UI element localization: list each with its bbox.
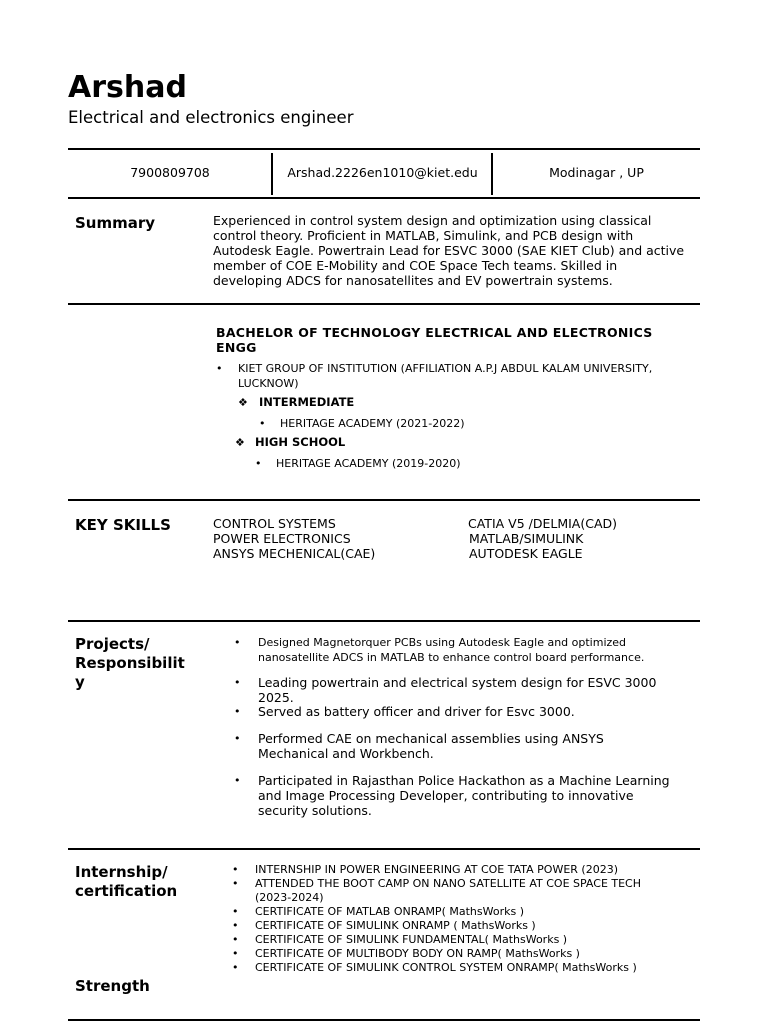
internship-list [255,863,641,975]
bullet: • [232,905,239,918]
project-item: Participated in Rajasthan Police Hackathon as a Machine Learning and Image Processing Developer, contributing to innovative security solutions. [258,773,670,818]
candidate-name: Arshad [68,70,187,105]
project-item: Performed CAE on mechanical assemblies using ANSYS Mechanical and Workbench. [258,731,604,761]
internship-item: INTERNSHIP IN POWER ENGINEERING AT COE TATA POWER (2023) [255,863,619,876]
divider [68,303,700,305]
skill-item: ANSYS MECHENICAL(CAE) [213,546,376,561]
intermediate-label: INTERMEDIATE [259,395,355,409]
skills-left-column [213,516,375,561]
certificate-item: CERTIFICATE OF SIMULINK CONTROL SYSTEM ONRAMP( MathsWorks ) [255,961,637,974]
divider [68,620,700,622]
high-school-school: HERITAGE ACADEMY (2019-2020) [276,457,461,470]
project-item: Served as battery officer and driver for Esvc 3000. [258,704,575,719]
project-item: Designed Magnetorquer PCBs using Autodesk Eagle and optimized nanosatellite ADCS in MATLAB to enhance control board performance. [258,636,645,664]
skills-right-column [468,516,617,561]
certificate-item: CERTIFICATE OF MATLAB ONRAMP( MathsWorks ) [255,905,524,918]
skill-item: CATIA V5 /DELMIA(CAD) [468,516,618,531]
bullet: • [232,947,239,960]
divider [68,197,700,199]
contact-email: Arshad.2226en1010@kiet.edu [287,165,478,180]
bullet: • [232,919,239,932]
degree-title: BACHELOR OF TECHNOLOGY ELECTRICAL AND ELECTRONICS ENGG [216,325,653,355]
internship-bullets [232,863,239,975]
divider [68,499,700,501]
intermediate-school: HERITAGE ACADEMY (2021-2022) [280,417,465,430]
bullet: • [255,457,262,470]
bullet: • [234,732,241,745]
bullet: • [232,961,239,974]
summary-heading: Summary [75,214,156,232]
internship-item: (2023-2024) [255,891,324,904]
internship-heading: Internship/ certification [75,863,178,900]
skill-item: CONTROL SYSTEMS [213,516,336,531]
diamond-bullet-icon: ❖ [238,396,248,409]
strength-heading: Strength [75,977,150,995]
bullet: • [234,774,241,787]
contact-location: Modinagar , UP [549,165,644,180]
diamond-bullet-icon: ❖ [235,436,245,449]
internship-item: ATTENDED THE BOOT CAMP ON NANO SATELLITE AT COE SPACE TECH [255,877,642,890]
bullet: • [232,863,239,876]
certificate-item: CERTIFICATE OF SIMULINK ONRAMP ( MathsWorks ) [255,919,536,932]
divider [68,148,700,150]
skill-item: MATLAB/SIMULINK [469,531,584,546]
bullet: • [232,877,239,890]
bullet: • [234,705,241,718]
certificate-item: CERTIFICATE OF MULTIBODY BODY ON RAMP( MathsWorks ) [255,947,580,960]
divider [68,1019,700,1021]
skill-item: AUTODESK EAGLE [469,546,583,561]
divider [68,848,700,850]
college-name: KIET GROUP OF INSTITUTION (AFFILIATION A.P.J ABDUL KALAM UNIVERSITY, LUCKNOW) [238,362,653,390]
skills-heading: KEY SKILLS [75,516,171,534]
certificate-item: CERTIFICATE OF SIMULINK FUNDAMENTAL( MathsWorks ) [255,933,568,946]
contact-phone: 7900809708 [130,165,210,180]
bullet: • [259,417,266,430]
high-school-label: HIGH SCHOOL [255,435,346,449]
summary-text: Experienced in control system design and optimization using classical control theory. Proficient in MATLAB, Simulink, and PCB design with Autodesk Eagle. Powertrain Lead for ESVC 3000 (SAE KIET Club) and active member of COE E-Mobility and COE Space Tech teams. Skilled in developing ADCS for nanosatellites and EV powertrain systems. [213,213,685,288]
bullet: • [234,636,241,649]
bullet: • [216,362,223,375]
bullet: • [232,933,239,946]
project-item: Leading powertrain and electrical system design for ESVC 3000 2025. [258,675,657,705]
skill-item: POWER ELECTRONICS [213,531,351,546]
projects-heading: Projects/ Responsibilit y [75,635,185,691]
bullet: • [234,676,241,689]
candidate-role: Electrical and electronics engineer [68,108,354,127]
